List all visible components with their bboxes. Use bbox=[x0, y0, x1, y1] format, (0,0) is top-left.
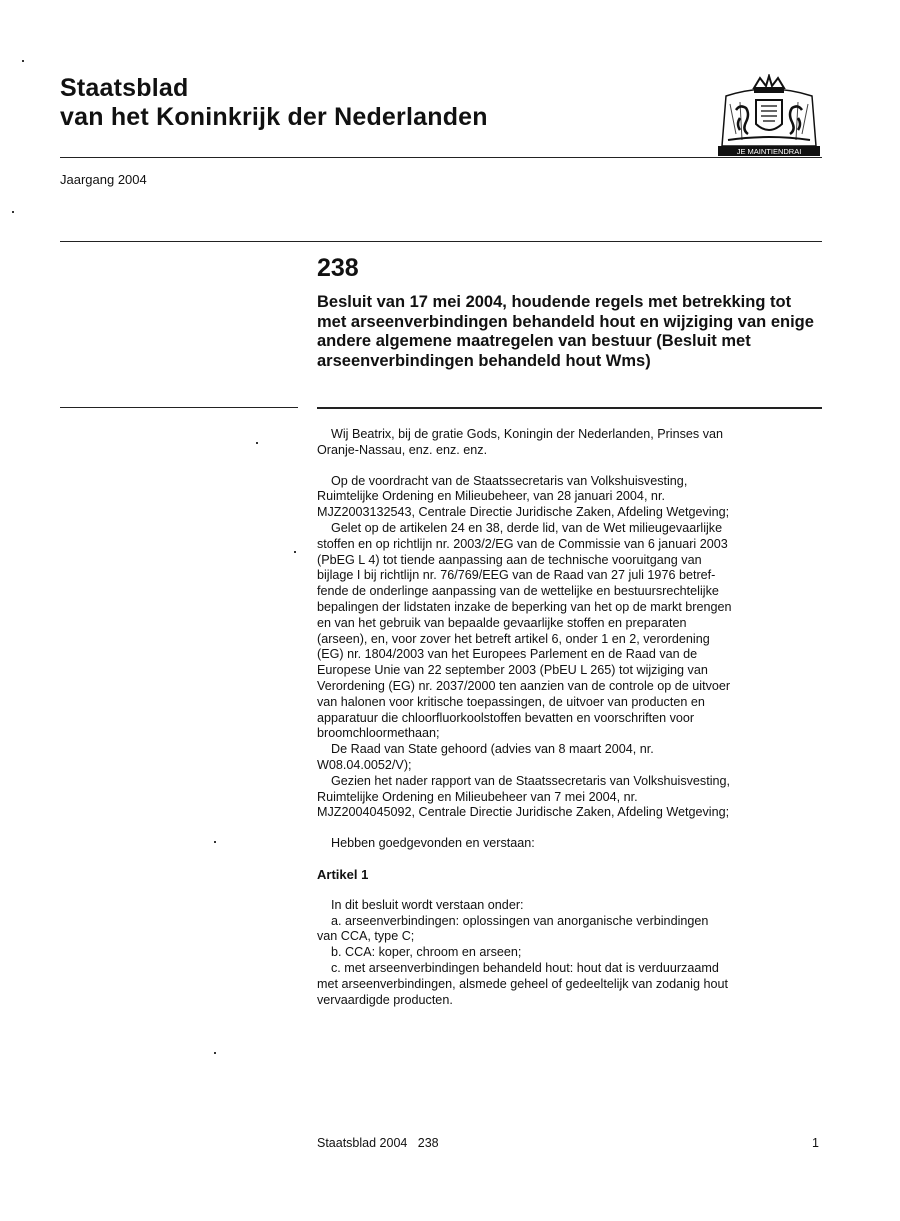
scan-speck bbox=[256, 442, 258, 444]
article-line: In dit besluit wordt verstaan onder: bbox=[331, 897, 524, 912]
footer-label: Staatsblad 2004 238 bbox=[317, 1136, 439, 1150]
body-line: bepalingen der lidstaten inzake de beperking van het op de markt brengen bbox=[317, 599, 732, 614]
page-number: 1 bbox=[812, 1136, 819, 1150]
body-line: van halonen voor kritische toepassingen, de uitvoer van producten en bbox=[317, 694, 705, 709]
body-line: bijlage I bij richtlijn nr. 76/769/EEG van de Raad van 27 juli 1976 betref- bbox=[317, 568, 716, 583]
staatsblad-number: 238 bbox=[317, 254, 359, 282]
document-body bbox=[317, 427, 822, 1008]
title-rule-right bbox=[317, 407, 822, 409]
scan-speck bbox=[12, 211, 14, 213]
body-line: Verordening (EG) nr. 2037/2000 ten aanzien van de controle op de uitvoer bbox=[317, 678, 731, 693]
article-line: vervaardigde producten. bbox=[317, 992, 453, 1007]
body-line: Europese Unie van 22 september 2003 (PbEU L 265) tot wijziging van bbox=[317, 663, 708, 678]
body-line: Gezien het nader rapport van de Staatssecretaris van Volkshuisvesting, bbox=[331, 773, 731, 788]
article-line: b. CCA: koper, chroom en arseen; bbox=[331, 945, 522, 960]
body-line: Gelet op de artikelen 24 en 38, derde lid, van de Wet milieugevaarlijke bbox=[331, 520, 723, 535]
document-title: Besluit van 17 mei 2004, houdende regels met betrekking tot met arseenverbindingen behandeld hout en wijziging van enige andere algemene maatregelen van bestuur (Besluit met arseenverbindingen behandeld hout Wms) bbox=[317, 293, 814, 370]
preamble-line: Oranje-Nassau, enz. enz. enz. bbox=[317, 442, 488, 457]
body-line: en van het gebruik van bepaalde gevaarlijke stoffen en preparaten bbox=[317, 615, 687, 630]
body-line: stoffen en op richtlijn nr. 2003/2/EG van de Commissie van 6 januari 2003 bbox=[317, 536, 728, 551]
body-line: broomchloormethaan; bbox=[317, 726, 440, 741]
masthead-title-line2: van het Koninkrijk der Nederlanden bbox=[60, 103, 488, 131]
body-line: MJZ2004045092, Centrale Directie Juridische Zaken, Afdeling Wetgeving; bbox=[317, 805, 730, 820]
scan-speck bbox=[22, 60, 24, 62]
crest-motto: JE MAINTIENDRAI bbox=[736, 147, 802, 156]
preamble-line: Wij Beatrix, bij de gratie Gods, Koningin der Nederlanden, Prinses van bbox=[331, 427, 724, 441]
masthead-title-line1: Staatsblad bbox=[60, 74, 189, 102]
body-line: fende de onderlinge aanpassing van de wettelijke en bestuursrechtelijke bbox=[317, 584, 719, 599]
body-line: (arseen), en, voor zover het betreft artikel 6, onder 1 en 2, verordening bbox=[317, 631, 710, 646]
body-line: apparatuur die chloorfluorkoolstoffen bevatten en voorschriften voor bbox=[317, 710, 695, 725]
year-label: Jaargang 2004 bbox=[60, 172, 147, 187]
body-line: W08.04.0052/V); bbox=[317, 757, 412, 772]
section-rule-top bbox=[60, 241, 822, 242]
article-line: c. met arseenverbindingen behandeld hout: hout dat is verduurzaamd bbox=[331, 960, 719, 975]
body-line: (PbEG L 4) tot tiende aanpassing aan de technische vooruitgang van bbox=[317, 552, 702, 567]
enacting-clause: Hebben goedgevonden en verstaan: bbox=[331, 836, 535, 851]
article-heading: Artikel 1 bbox=[317, 866, 369, 882]
article-line: van CCA, type C; bbox=[317, 929, 415, 944]
masthead-rule bbox=[60, 157, 822, 158]
scan-speck bbox=[214, 1052, 216, 1054]
body-line: Ruimtelijke Ordening en Milieubeheer, van 28 januari 2004, nr. bbox=[317, 489, 665, 504]
article-line: met arseenverbindingen, alsmede geheel of gedeeltelijk van zodanig hout bbox=[317, 976, 728, 991]
body-line: Ruimtelijke Ordening en Milieubeheer van 7 mei 2004, nr. bbox=[317, 789, 638, 804]
masthead-title bbox=[60, 74, 488, 132]
scan-speck bbox=[294, 551, 296, 553]
body-line: MJZ2003132543, Centrale Directie Juridische Zaken, Afdeling Wetgeving; bbox=[317, 505, 730, 520]
body-line: De Raad van State gehoord (advies van 8 maart 2004, nr. bbox=[331, 742, 654, 757]
body-line: (EG) nr. 1804/2003 van het Europees Parlement en de Raad van de bbox=[317, 647, 698, 662]
royal-coat-of-arms-icon bbox=[716, 74, 822, 158]
scan-speck bbox=[214, 841, 216, 843]
article-line: a. arseenverbindingen: oplossingen van anorganische verbindingen bbox=[331, 913, 709, 928]
title-rule-left bbox=[60, 407, 298, 408]
body-line: Op de voordracht van de Staatssecretaris van Volkshuisvesting, bbox=[331, 473, 688, 488]
